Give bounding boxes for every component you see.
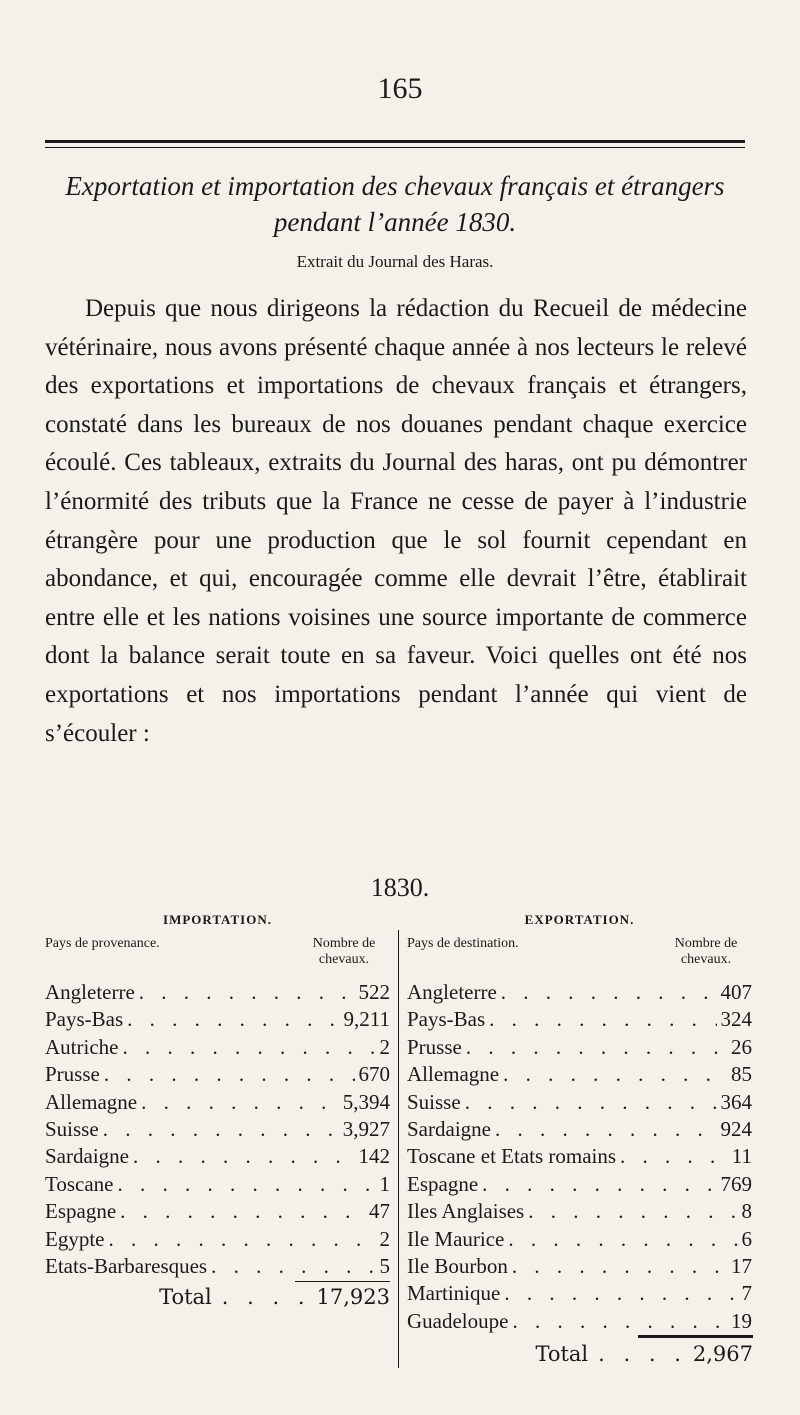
leader-dots bbox=[108, 1227, 375, 1252]
country-cell: Guadeloupe bbox=[407, 1308, 509, 1333]
country-cell: Angleterre bbox=[407, 980, 497, 1004]
table-row bbox=[407, 1062, 752, 1089]
year-heading: 1830. bbox=[370, 873, 430, 902]
column-header-country: Pays de destination. bbox=[407, 936, 519, 951]
count-cell: 2 bbox=[379, 1226, 390, 1251]
table-row bbox=[407, 1035, 752, 1062]
count-cell: 407 bbox=[720, 980, 752, 1004]
leader-dots bbox=[127, 1007, 339, 1032]
country-cell: Suisse bbox=[407, 1089, 461, 1114]
country-cell: Prusse bbox=[407, 1034, 462, 1059]
table-row bbox=[407, 1144, 752, 1171]
leader-dots bbox=[512, 1309, 727, 1334]
column-divider bbox=[398, 930, 399, 1368]
leader-dots bbox=[503, 1062, 727, 1087]
table-row bbox=[45, 980, 390, 1007]
country-cell: Suisse bbox=[45, 1116, 99, 1141]
leader-dots bbox=[122, 1035, 375, 1060]
leader-dots bbox=[139, 980, 355, 1005]
leader-dots bbox=[495, 1117, 717, 1142]
total-label: Total bbox=[535, 1342, 589, 1366]
count-cell: 769 bbox=[720, 1171, 752, 1196]
country-cell: Sardaigne bbox=[45, 1144, 129, 1169]
importation-rows bbox=[45, 980, 390, 1281]
total-value: 2,967 bbox=[692, 1342, 753, 1366]
importation-title: IMPORTATION. bbox=[163, 912, 272, 927]
country-cell: Egypte bbox=[45, 1226, 105, 1251]
count-cell: 142 bbox=[358, 1144, 390, 1169]
table-row bbox=[407, 1227, 752, 1254]
leader-dots bbox=[141, 1090, 339, 1115]
country-cell: Pays-Bas bbox=[407, 1007, 486, 1032]
importation-header bbox=[45, 936, 390, 968]
country-cell: Pays-Bas bbox=[45, 1007, 124, 1032]
country-cell: Autriche bbox=[45, 1034, 119, 1059]
leader-dots bbox=[501, 980, 717, 1005]
total-rule bbox=[638, 1335, 753, 1338]
total-rule bbox=[295, 1281, 390, 1282]
count-cell: 2 bbox=[379, 1034, 390, 1059]
count-cell: 19 bbox=[731, 1308, 752, 1333]
header-rule bbox=[45, 140, 745, 143]
table-row bbox=[45, 1199, 390, 1226]
count-cell: 47 bbox=[369, 1199, 390, 1224]
leader-dots bbox=[620, 1144, 728, 1169]
table-row bbox=[45, 1254, 390, 1281]
country-cell: Sardaigne bbox=[407, 1116, 491, 1141]
country-cell: Ile Bourbon bbox=[407, 1253, 508, 1278]
table-row bbox=[407, 1117, 752, 1144]
country-cell: Espagne bbox=[45, 1199, 117, 1224]
country-cell: Toscane bbox=[45, 1171, 114, 1196]
table-row bbox=[407, 1172, 752, 1199]
table-row bbox=[407, 1199, 752, 1226]
table-row bbox=[45, 1090, 390, 1117]
total-value: 17,923 bbox=[316, 1285, 390, 1309]
importation-table bbox=[45, 912, 390, 1281]
count-cell: 7 bbox=[741, 1281, 752, 1306]
leader-dots bbox=[120, 1199, 365, 1224]
table-row bbox=[407, 1090, 752, 1117]
count-cell: 5 bbox=[379, 1253, 390, 1278]
page-number: 165 bbox=[377, 72, 423, 105]
table-row bbox=[407, 1254, 752, 1281]
leader-dots bbox=[466, 1035, 727, 1060]
count-cell: 6 bbox=[741, 1226, 752, 1251]
page-title: Exportation et importation des chevaux français et étrangers pendant l’année 1830. bbox=[65, 171, 725, 237]
count-cell: 85 bbox=[731, 1062, 752, 1087]
table-row bbox=[45, 1007, 390, 1034]
table-row bbox=[45, 1144, 390, 1171]
leader-dots bbox=[489, 1007, 716, 1032]
column-header-country: Pays de provenance. bbox=[45, 936, 160, 951]
table-row bbox=[45, 1062, 390, 1089]
leader-dots bbox=[211, 1254, 375, 1279]
header-rule-thin bbox=[45, 147, 745, 148]
body-text bbox=[45, 290, 747, 753]
paragraph: Depuis que nous dirigeons la rédaction du Recueil de médecine vétérinaire, nous avons présenté chaque année à nos lecteurs le relevé des exportations et importations de chevaux français et étrangers, constaté dans les bureaux de nos douanes pendant chaque exercice écoulé. Ces tableaux, extraits du Journal des haras, ont pu démontrer l’énormité des tributs que la France ne cesse de payer à l’industrie étrangère pour une production que le sol fournit cependant en abondance, et qui, encouragée comme elle devrait l’être, établirait entre elle et les nations voisines une source importante de commerce dont la balance serait toute en sa faveur. Voici quelles ont été nos exportations et nos importations pendant l’année qui vient de s’écouler : bbox=[45, 295, 747, 747]
table-row bbox=[407, 1281, 752, 1308]
leader-dots bbox=[482, 1172, 716, 1197]
total-label: Total bbox=[159, 1285, 212, 1309]
count-cell: 5,394 bbox=[342, 1089, 390, 1114]
count-cell: 9,211 bbox=[343, 1007, 390, 1032]
count-cell: 8 bbox=[741, 1199, 752, 1224]
exportation-table bbox=[407, 912, 752, 1336]
leader-dots bbox=[528, 1199, 737, 1224]
country-cell: Prusse bbox=[45, 1062, 100, 1087]
exportation-rows bbox=[407, 980, 752, 1336]
country-cell: Toscane et Etats romains bbox=[407, 1144, 617, 1169]
count-cell: 3,927 bbox=[342, 1116, 390, 1141]
table-row bbox=[45, 1117, 390, 1144]
leader-dots bbox=[103, 1117, 339, 1142]
leader-dots bbox=[104, 1062, 355, 1087]
count-cell: 1 bbox=[379, 1171, 390, 1196]
country-cell: Etats-Barbaresques bbox=[45, 1253, 208, 1278]
table-row bbox=[407, 980, 752, 1007]
leader-dots: . . . . bbox=[598, 1342, 687, 1366]
country-cell: Iles Anglaises bbox=[407, 1199, 525, 1224]
country-cell: Espagne bbox=[407, 1171, 479, 1196]
leader-dots bbox=[508, 1227, 737, 1252]
column-header-count: Nombre de chevaux. bbox=[312, 936, 376, 967]
exportation-header bbox=[407, 936, 752, 968]
country-cell: Allemagne bbox=[45, 1089, 138, 1114]
count-cell: 924 bbox=[720, 1116, 752, 1141]
country-cell: Angleterre bbox=[45, 980, 135, 1004]
count-cell: 670 bbox=[358, 1062, 390, 1087]
leader-dots bbox=[118, 1172, 376, 1197]
table-row bbox=[407, 1007, 752, 1034]
country-cell: Allemagne bbox=[407, 1062, 500, 1087]
table-row bbox=[45, 1227, 390, 1254]
count-cell: 364 bbox=[720, 1089, 752, 1114]
country-cell: Martinique bbox=[407, 1281, 501, 1306]
country-cell: Ile Maurice bbox=[407, 1226, 505, 1251]
leader-dots bbox=[133, 1144, 355, 1169]
count-cell: 26 bbox=[731, 1034, 752, 1059]
table-row bbox=[45, 1035, 390, 1062]
count-cell: 11 bbox=[731, 1144, 752, 1169]
table-row bbox=[45, 1172, 390, 1199]
leader-dots bbox=[512, 1254, 727, 1279]
exportation-title: EXPORTATION. bbox=[524, 912, 635, 927]
count-cell: 522 bbox=[358, 980, 390, 1004]
importation-total bbox=[140, 1285, 390, 1309]
leader-dots bbox=[465, 1090, 717, 1115]
page-subtitle: Extrait du Journal des Haras. bbox=[296, 252, 494, 271]
leader-dots: . . . . bbox=[221, 1285, 311, 1309]
leader-dots bbox=[504, 1281, 737, 1306]
exportation-total bbox=[505, 1342, 753, 1366]
column-header-count: Nombre de chevaux. bbox=[674, 936, 738, 967]
count-cell: 17 bbox=[731, 1253, 752, 1278]
count-cell: 324 bbox=[720, 1007, 752, 1032]
table-row bbox=[407, 1309, 752, 1336]
